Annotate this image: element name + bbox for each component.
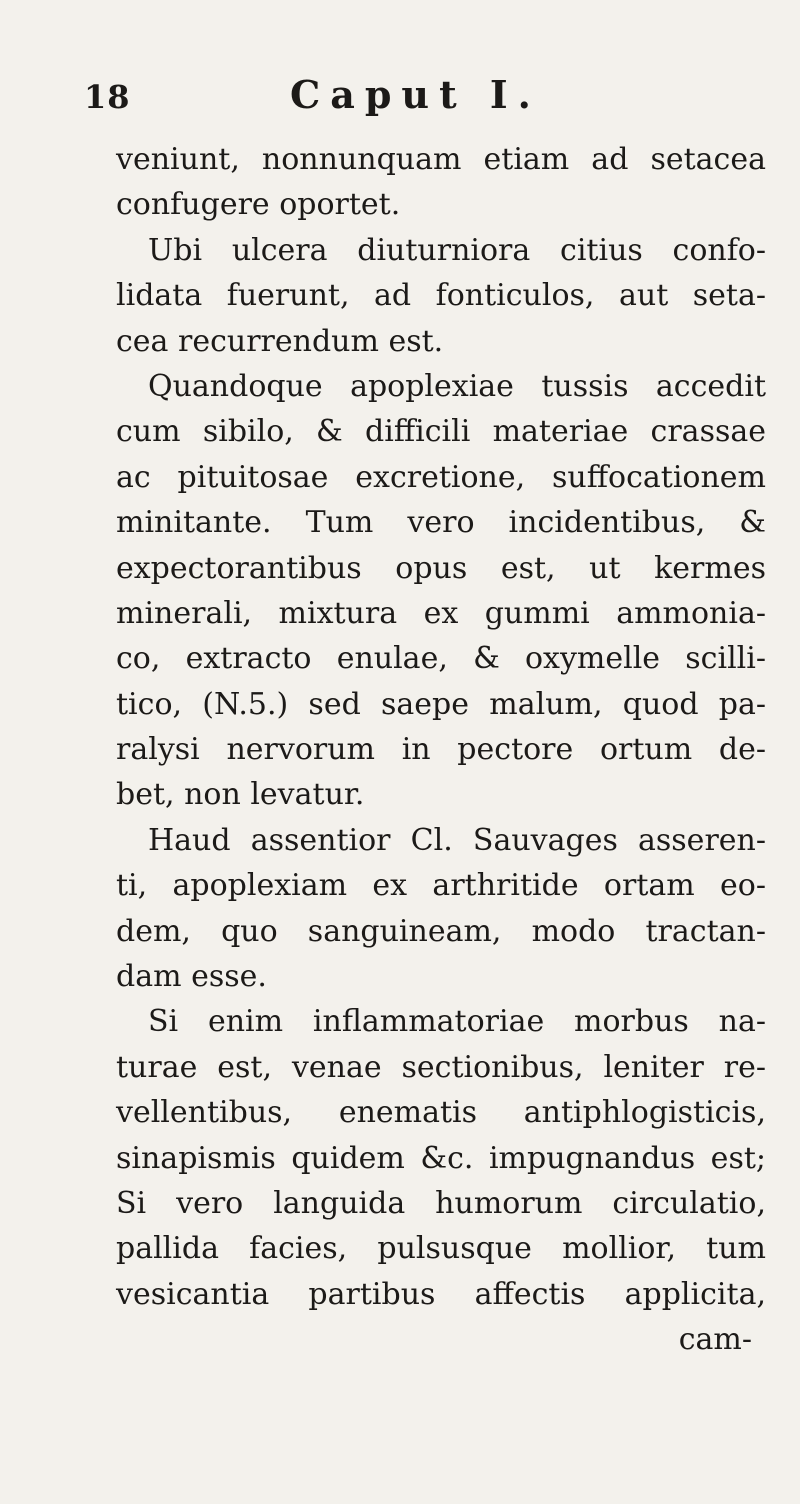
text-line: bet, non levatur. [116,777,365,813]
text-line: Si enim inflammatoriae morbus na- [148,1004,766,1040]
page-header [0,72,800,122]
text-line: dem, quo sanguineam, modo tractan- [116,913,766,949]
text-line: lidata fuerunt, ad fonticulos, aut seta- [116,278,766,314]
text-line: minerali, mixtura ex gummi ammonia- [116,595,766,631]
text-line: cea recurrendum est. [116,323,444,359]
text-line: tico, (N.5.) sed saepe malum, quod pa- [116,686,766,722]
page-number: 18 [84,78,131,116]
catchword: cam- [678,1322,752,1358]
text-line: ralysi nervorum in pectore ortum de- [116,732,766,768]
text-line: turae est, venae sectionibus, leniter re- [116,1049,766,1085]
text-line: vesicantia partibus affectis applicita, [116,1276,766,1312]
text-line: co, extracto enulae, & oxymelle scilli- [116,641,766,677]
text-line: pallida facies, pulsusque mollior, tum [116,1231,766,1267]
text-line: ac pituitosae excretione, suffocationem [116,459,766,495]
text-line: veniunt, nonnunquam etiam ad setacea [116,142,766,177]
text-line: expectorantibus opus est, ut kermes [116,550,766,586]
text-line: confugere oportet. [116,187,401,223]
text-line: minitante. Tum vero incidentibus, & [116,505,766,541]
text-line: dam esse. [116,959,267,995]
text-line: Si vero languida humorum circulatio, [116,1185,766,1221]
text-line: Quandoque apoplexiae tussis accedit [148,368,766,404]
text-line: sinapismis quidem &c. impugnandus est; [116,1140,766,1176]
text-line: ti, apoplexiam ex arthritide ortam eo- [116,868,766,904]
text-line: vellentibus, enematis antiphlogisticis, [116,1095,766,1131]
text-line: Ubi ulcera diuturniora citius confo- [148,232,766,268]
text-line: cum sibilo, & difficili materiae crassae [116,414,766,450]
text-line: Haud assentior Cl. Sauvages asseren- [148,822,766,858]
running-head: Caput I. [290,72,541,117]
body-text [116,137,766,1363]
